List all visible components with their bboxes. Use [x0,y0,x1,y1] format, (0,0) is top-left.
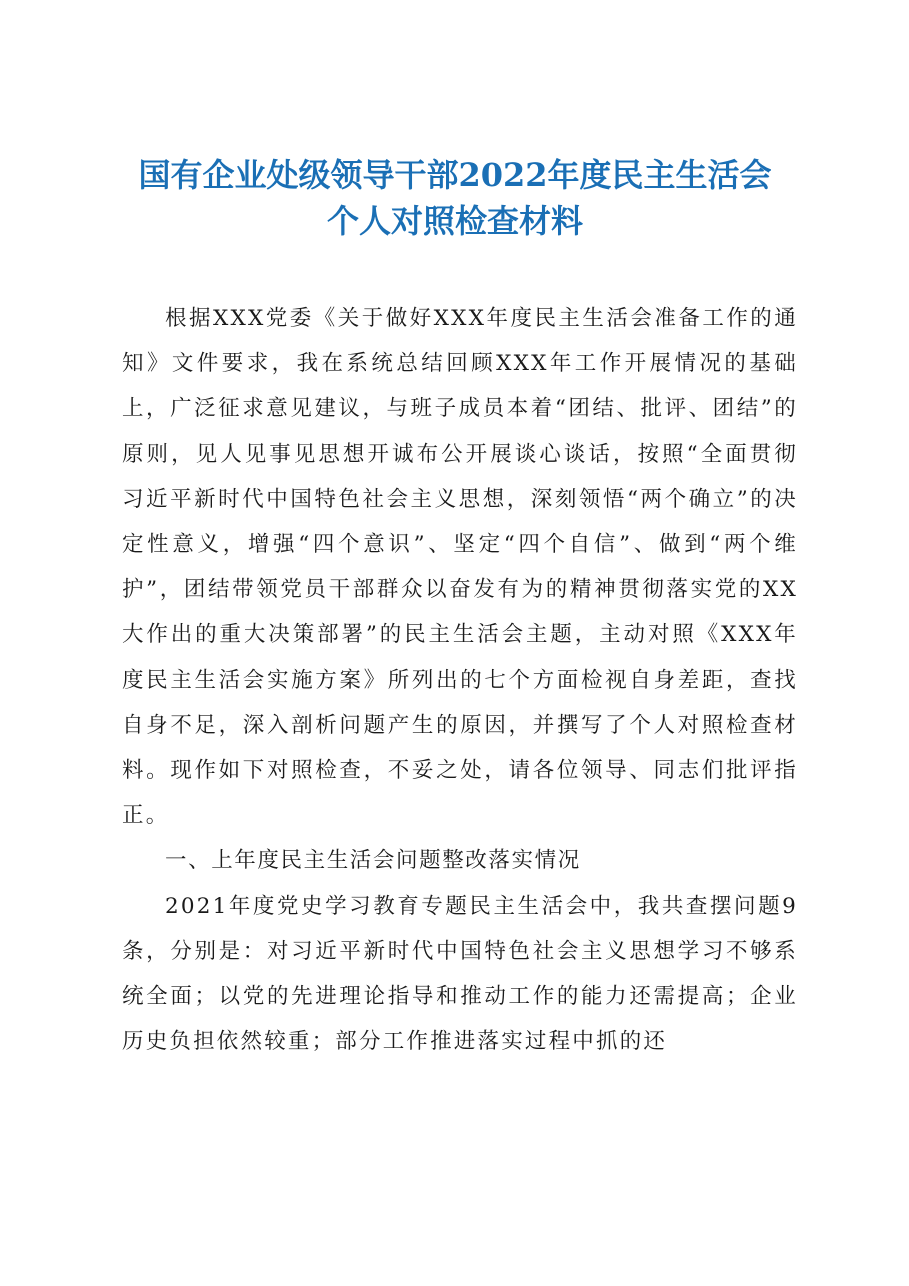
paragraph-intro: 根据XXX党委《关于做好XXX年度民主生活会准备工作的通知》文件要求，我在系统总结回顾XXX年工作开展情况的基础上，广泛征求意见建议，与班子成员本着“团结、批评、团结”的原则，见人见事见思想开诚布公开展谈心谈话，按照“全面贯彻习近平新时代中国特色社会主义思想，深刻领悟“两个确立”的决定性意义，增强“四个意识”、坚定“四个自信”、做到“两个维护”，团结带领党员干部群众以奋发有为的精神贯彻落实党的XX大作出的重大决策部署”的民主生活会主题，主动对照《XXX年度民主生活会实施方案》所列出的七个方面检视自身差距，查找自身不足，深入剖析问题产生的原因，并撰写了个人对照检查材料。现作如下对照检查，不妥之处，请各位领导、同志们批评指正。 [122,306,798,829]
title-line-2: 个人对照检查材料 [326,202,583,240]
paragraph-section-1: 2021年度党史学习教育专题民主生活会中，我共查摆问题9条，分别是：对习近平新时代中国特色社会主义思想学习不够系统全面；以党的先进理论指导和推动工作的能力还需提高；企业历史负担依然较重；部分工作推进落实过程中抓的还 [122,893,798,1055]
document-body [122,296,798,1064]
title-line-1: 国有企业处级领导干部2022年度民主生活会 [138,156,772,194]
section-heading-1: 一、上年度民主生活会问题整改落实情况 [165,848,581,874]
document-title [120,152,790,244]
